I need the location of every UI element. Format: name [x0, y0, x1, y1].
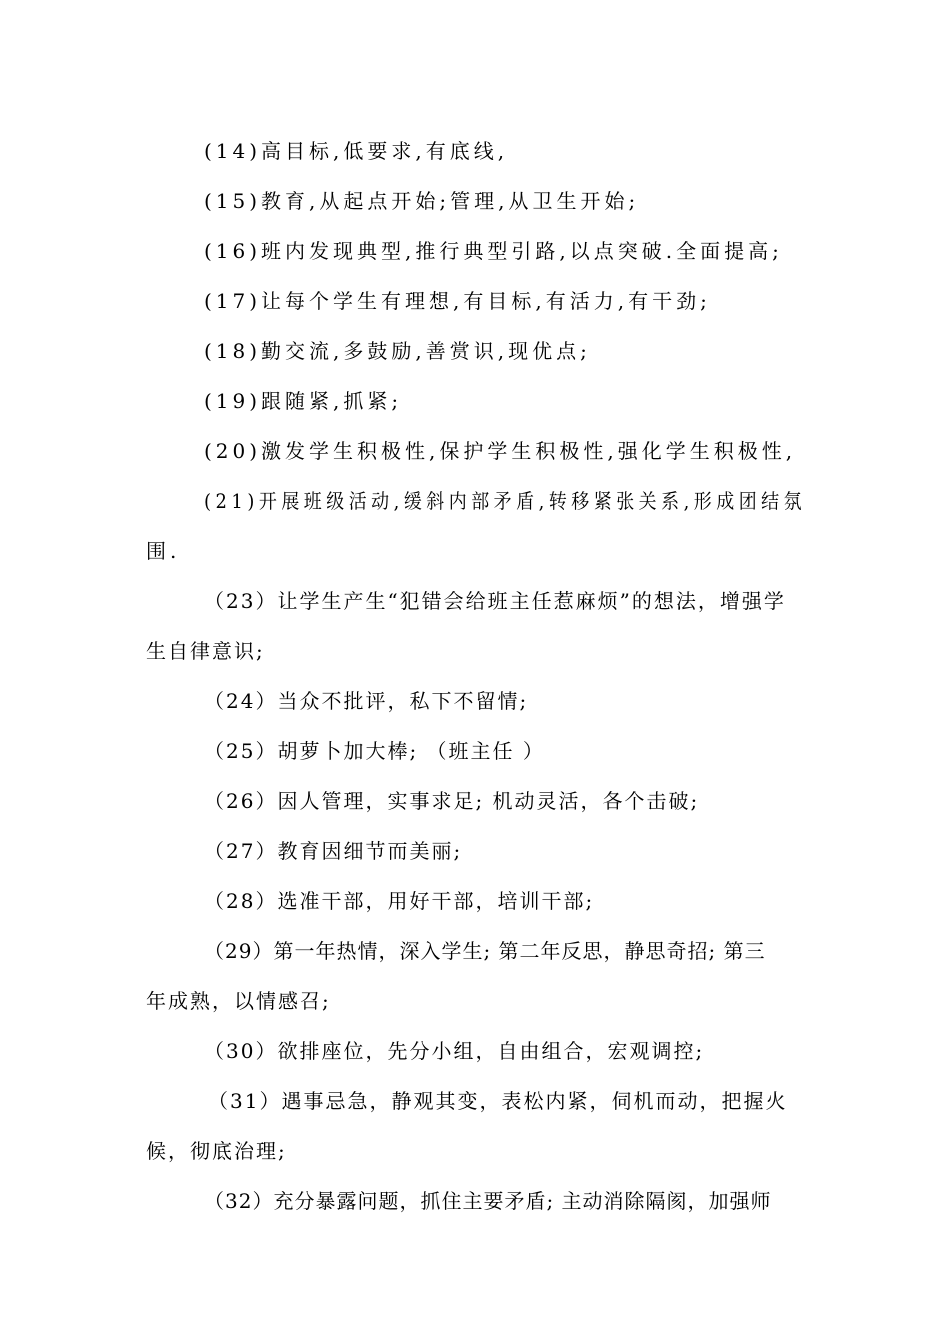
- list-item-28: （28）选准干部，用好干部，培训干部;: [204, 889, 595, 913]
- list-item-21: (21)开展班级活动,缓斜内部矛盾,转移紧张关系,形成团结氛: [204, 489, 807, 513]
- list-item-25: （25）胡萝卜加大棒; （班主任 ）: [204, 739, 545, 763]
- list-item-31: （31）遇事忌急，静观其变，表松内紧，伺机而动，把握火: [208, 1089, 788, 1113]
- list-item-18: (18)勤交流,多鼓励,善赏识,现优点;: [204, 339, 591, 363]
- list-item-16: (16)班内发现典型,推行典型引路,以点突破.全面提高;: [204, 239, 783, 263]
- list-item-29-continued: 年成熟，以情感召;: [146, 989, 331, 1013]
- list-item-26: （26）因人管理，实事求足; 机动灵活，各个击破;: [204, 789, 700, 813]
- list-item-23: （23）让学生产生“犯错会给班主任惹麻烦”的想法，增强学: [204, 589, 786, 613]
- list-item-14: (14)高目标,低要求,有底线,: [204, 139, 509, 163]
- list-item-17: (17)让每个学生有理想,有目标,有活力,有干劲;: [204, 289, 711, 313]
- list-item-31-continued: 候，彻底治理;: [146, 1139, 287, 1163]
- list-item-29: （29）第一年热情，深入学生; 第二年反思，静思奇招; 第三: [204, 939, 766, 963]
- list-item-23-continued: 生自律意识;: [146, 639, 265, 663]
- list-item-20: (20)激发学生积极性,保护学生积极性,强化学生积极性,: [204, 439, 797, 463]
- list-item-21-continued: 围.: [146, 539, 181, 563]
- list-item-19: (19)跟随紧,抓紧;: [204, 389, 403, 413]
- list-item-32: （32）充分暴露问题，抓住主要矛盾; 主动消除隔阂，加强师: [204, 1189, 772, 1213]
- list-item-15: (15)教育,从起点开始;管理,从卫生开始;: [204, 189, 640, 213]
- list-item-24: （24）当众不批评，私下不留情;: [204, 689, 529, 713]
- list-item-30: （30）欲排座位，先分小组，自由组合，宏观调控;: [204, 1039, 705, 1063]
- list-item-27: （27）教育因细节而美丽;: [204, 839, 463, 863]
